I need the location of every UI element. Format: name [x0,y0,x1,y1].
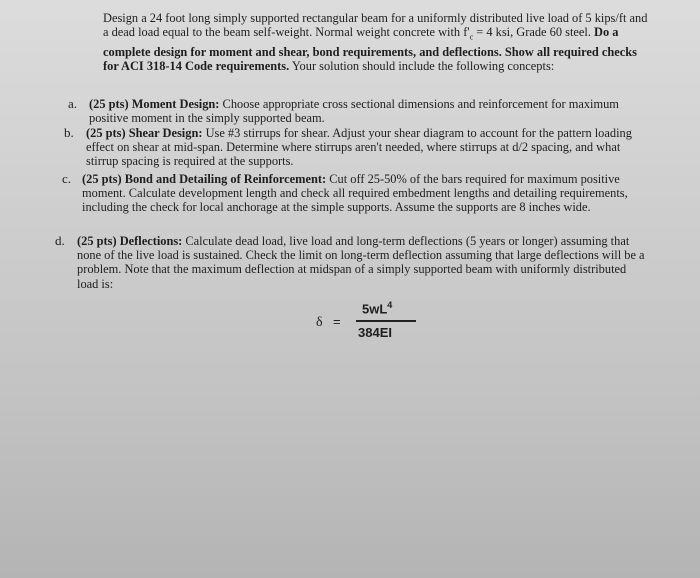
item-b-points: (25 pts) [86,126,129,140]
item-b-text: Use #3 stirrups for shear. Adjust your shear diagram to account for the pattern loading effect on shear at mid-span. Determine where stirrups aren't needed, where stirrups at d/2 spacing, and what stirrup spacing is required at the supports. [86,126,632,169]
intro-text-2: = 4 ksi, Grade 60 steel. [473,25,595,40]
problem-statement [103,11,648,73]
item-c-points: (25 pts) [82,172,125,186]
item-d-text: Calculate dead load, live load and long-term deflections (5 years or longer) assuming that none of the live load is sustained. Check the limit on long-term deflection assuming that large deflections will be a problem. Note that the maximum deflection at midspan of a simply supported beam with uniformly distributed load is: [77,234,645,291]
item-c-text: Cut off 25-50% of the bars required for maximum positive moment. Calculate development length and check all required embedment lengths and detailing requirements, including the check for local anchorage at the simple supports. Assume the supports are 8 inches wide. [82,172,628,215]
item-a-marker: a. [68,96,78,111]
formula-numerator [362,300,392,316]
item-a-points: (25 pts) [89,97,132,111]
formula-exponent: 4 [387,300,393,310]
item-d-title: Deflections: [119,234,183,248]
formula-equals: = [333,314,341,329]
formula-delta: δ [316,315,323,330]
intro-text-3: Your solution should include the following concepts: [289,59,555,74]
item-a [68,97,620,125]
item-b-marker: b. [64,125,74,140]
item-c-marker: c. [62,171,72,186]
formula-fraction-bar [356,320,416,322]
intro-text: Design a 24 foot long simply supported rectangular beam for a uniformly distributed live load of 5 kips/ft and a dead load equal to the beam self-weight. Normal weight concrete with f' [103,11,648,40]
intro-bold-requirements: Do a complete design for moment and shear, bond requirements, and deflections. Show all required checks for ACI 318-14 Code requirements. [103,25,637,74]
item-d-marker: d. [55,233,65,248]
item-c-title: Bond and Detailing of Reinforcement: [124,172,327,186]
item-d-points: (25 pts) [77,234,120,248]
formula-denominator: 384EI [358,325,392,340]
item-a-text: Choose appropriate cross sectional dimensions and reinforcement for maximum positive moment in the simply supported beam. [89,97,619,126]
item-b-title: Shear Design: [128,126,203,140]
deflection-formula [316,300,426,345]
item-d [55,234,650,291]
item-b [64,126,644,169]
formula-numerator-text: 5wL [362,301,388,317]
fc-subscript: c [469,32,474,42]
item-a-title: Moment Design: [131,97,220,111]
item-c [62,172,634,215]
